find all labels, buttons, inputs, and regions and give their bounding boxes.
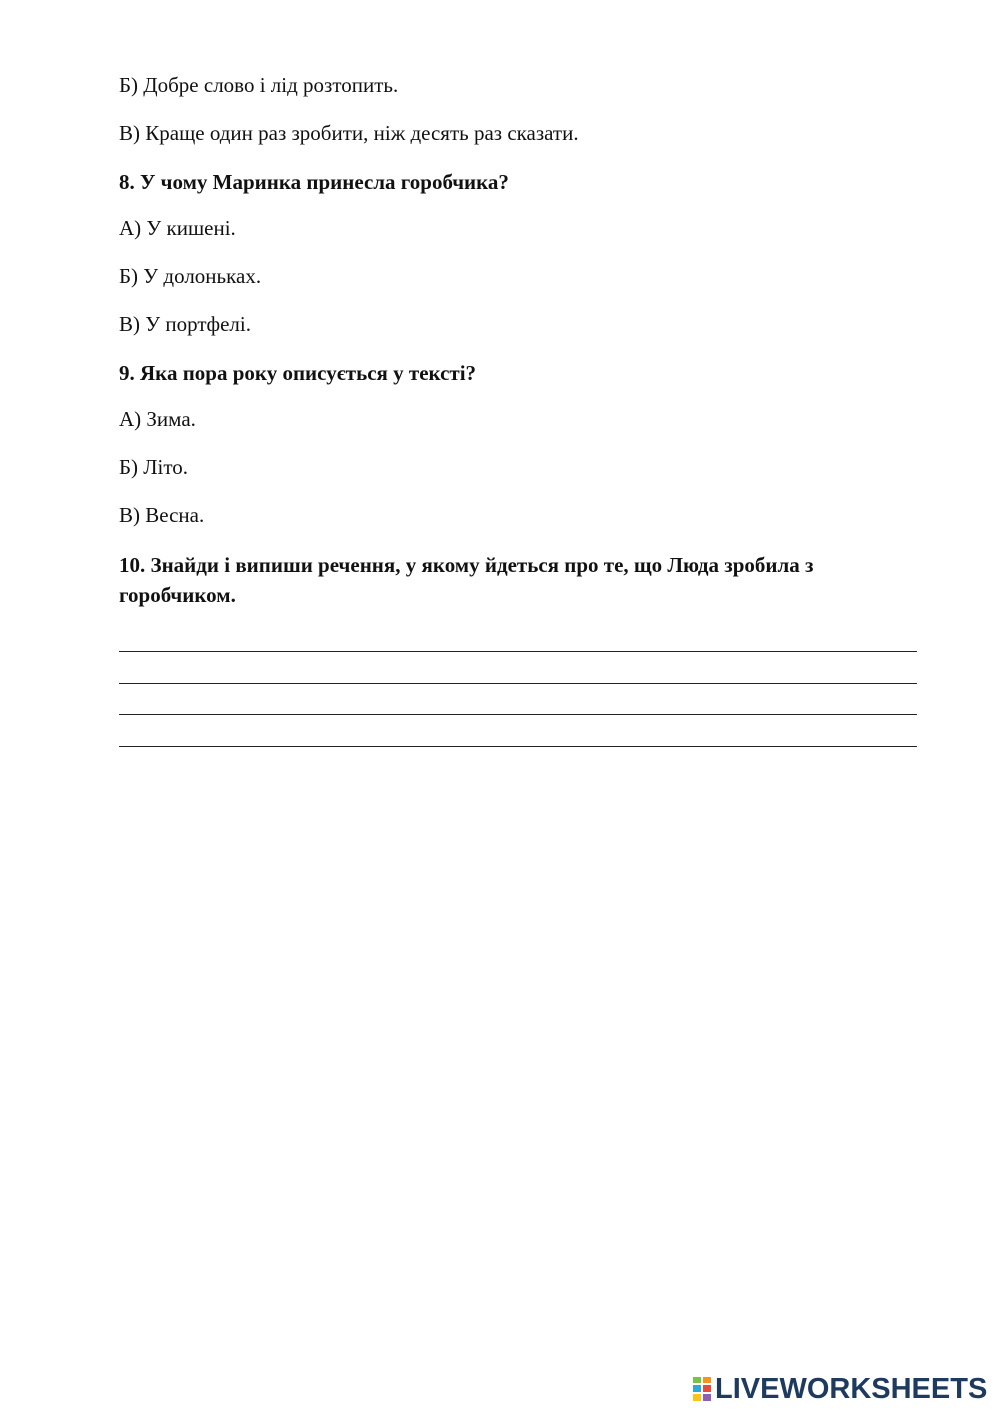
logo-text: LIVEWORKSHEETS — [715, 1373, 988, 1405]
answer-line[interactable] — [119, 746, 917, 747]
logo-tile — [702, 1384, 712, 1393]
q10-question: 10. Знайди і випиши речення, у якому йдеться про те, що Люда зробила з горобчиком. — [119, 553, 814, 607]
answer-line[interactable] — [119, 683, 917, 684]
logo-tile — [692, 1384, 702, 1393]
logo-tile — [702, 1376, 712, 1384]
liveworksheets-logo — [692, 1372, 987, 1406]
q9-option-c: В) Весна. — [119, 503, 205, 527]
q8-option-a: А) У кишені. — [119, 216, 236, 240]
answer-line[interactable] — [119, 651, 917, 652]
logo-tile — [692, 1376, 702, 1384]
q9-option-a: А) Зима. — [119, 407, 196, 431]
q7-option-c: В) Краще один раз зробити, ніж десять раз сказати. — [119, 121, 579, 145]
q8-option-c: В) У портфелі. — [119, 312, 251, 336]
q8-question: 8. У чому Маринка принесла горобчика? — [119, 170, 509, 194]
logo-tile — [702, 1393, 712, 1402]
q8-option-b: Б) У долоньках. — [119, 264, 262, 288]
liveworksheets-logo-icon — [692, 1376, 712, 1402]
answer-line[interactable] — [119, 714, 917, 715]
q9-option-b: Б) Літо. — [119, 455, 189, 479]
q7-option-b: Б) Добре слово і лід розтопить. — [119, 73, 399, 97]
logo-tile — [692, 1393, 702, 1402]
q9-question: 9. Яка пора року описується у тексті? — [119, 361, 477, 385]
